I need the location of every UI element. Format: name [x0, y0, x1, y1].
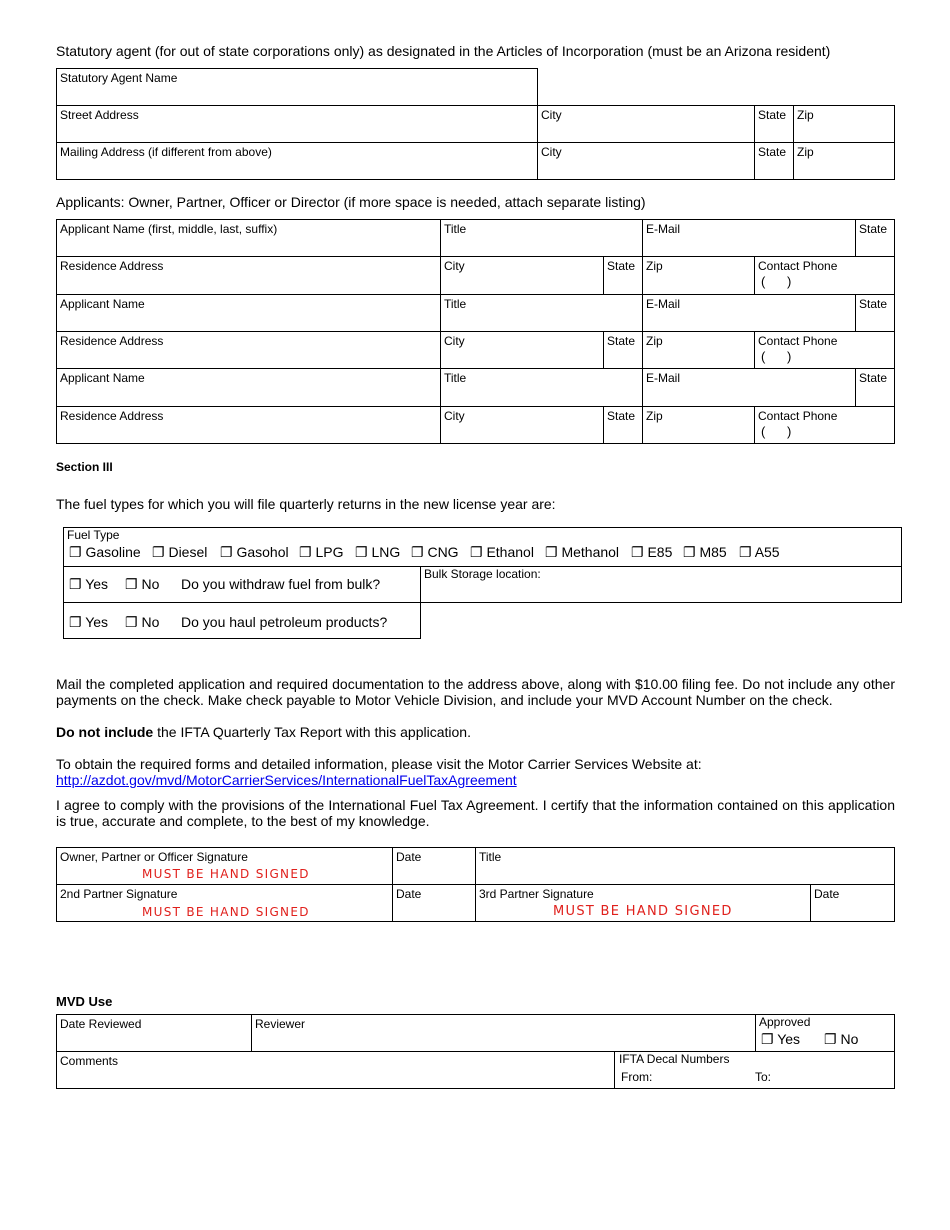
- fuel-option-label: LPG: [315, 544, 344, 560]
- statutory-mailing-state-field[interactable]: [754, 142, 794, 180]
- applicant-2-name-field[interactable]: [56, 294, 441, 332]
- partner-3-signature-field[interactable]: [475, 884, 811, 922]
- applicant-2-res-state-field[interactable]: [603, 331, 643, 369]
- applicant-2-title-field[interactable]: [440, 294, 643, 332]
- fuel-option-label: A55: [754, 544, 780, 560]
- applicant-3-title-label: Title: [444, 371, 467, 385]
- applicant-2-zip-field[interactable]: [642, 331, 755, 369]
- checkbox-icon[interactable]: ❐: [761, 1031, 774, 1047]
- fuel-intro: The fuel types for which you will file quarterly returns in the new license year are:: [56, 496, 556, 512]
- applicant-2-residence-field[interactable]: [56, 331, 441, 369]
- owner-title-field[interactable]: [475, 847, 895, 885]
- partner-3-date-field[interactable]: [810, 884, 895, 922]
- applicant-1-phone-field[interactable]: [754, 256, 895, 295]
- checkbox-icon[interactable]: ❐: [152, 544, 165, 560]
- fuel-option-gasoline[interactable]: [69, 544, 141, 560]
- haul-yes-option[interactable]: [69, 614, 108, 630]
- applicant-2-email-field[interactable]: [642, 294, 856, 332]
- do-not-include-note: [56, 724, 471, 740]
- fuel-option-a55[interactable]: [739, 544, 780, 560]
- applicant-2-phone-field[interactable]: [754, 331, 895, 369]
- owner-signature-label: Owner, Partner or Officer Signature: [60, 850, 248, 864]
- applicant-1-title-label: Title: [444, 222, 467, 236]
- applicant-3-state-field[interactable]: [855, 368, 895, 407]
- applicant-2-phone-label: Contact Phone: [758, 334, 838, 348]
- applicant-1-name-label: Applicant Name (first, middle, last, suffix): [60, 222, 278, 236]
- checkbox-icon[interactable]: ❐: [220, 544, 233, 560]
- applicant-3-title-field[interactable]: [440, 368, 643, 407]
- applicant-1-city-field[interactable]: [440, 256, 604, 295]
- applicant-2-email-label: E-Mail: [646, 297, 681, 311]
- applicant-2-phone-paren: ( ): [761, 349, 792, 364]
- applicant-2-city-label: City: [444, 334, 465, 348]
- checkbox-icon[interactable]: ❐: [411, 544, 424, 560]
- decal-from-label: From:: [621, 1070, 653, 1084]
- applicant-3-residence-label: Residence Address: [60, 409, 164, 423]
- owner-signature-field[interactable]: [56, 847, 393, 885]
- no-label: No: [141, 576, 160, 592]
- applicant-2-city-field[interactable]: [440, 331, 604, 369]
- partner-3-date-label: Date: [814, 887, 840, 901]
- fuel-option-cng[interactable]: [411, 544, 459, 560]
- checkbox-icon[interactable]: ❐: [683, 544, 696, 560]
- applicant-3-city-field[interactable]: [440, 406, 604, 444]
- statutory-agent-name-label: Statutory Agent Name: [60, 71, 178, 85]
- do-not-include-rest: the IFTA Quarterly Tax Report with this application.: [153, 724, 471, 740]
- applicant-3-zip-field[interactable]: [642, 406, 755, 444]
- applicant-2-res-state-label: State: [607, 334, 636, 348]
- statutory-mailing-zip-field[interactable]: [793, 142, 895, 180]
- fuel-option-label: Gasoline: [85, 544, 141, 560]
- applicant-1-name-field[interactable]: [56, 219, 441, 257]
- applicant-3-city-label: City: [444, 409, 465, 423]
- applicant-1-zip-field[interactable]: [642, 256, 755, 295]
- statutory-street-label: Street Address: [60, 108, 139, 122]
- fuel-option-label: LNG: [371, 544, 401, 560]
- fuel-option-gasohol[interactable]: [220, 544, 289, 560]
- comments-label: Comments: [60, 1054, 119, 1068]
- owner-title-label: Title: [479, 850, 502, 864]
- checkbox-icon[interactable]: ❐: [69, 614, 82, 630]
- statutory-mailing-zip-label: Zip: [797, 145, 814, 159]
- checkbox-icon[interactable]: ❐: [125, 614, 138, 630]
- applicant-3-name-label: Applicant Name: [60, 371, 145, 385]
- partner-2-date-field[interactable]: [392, 884, 476, 922]
- applicant-2-residence-label: Residence Address: [60, 334, 164, 348]
- partner-3-signature-label: 3rd Partner Signature: [479, 887, 594, 901]
- partner-2-hand-signed-stamp: MUST BE HAND SIGNED: [142, 905, 310, 919]
- fuel-option-diesel[interactable]: [152, 544, 207, 560]
- applicant-1-email-label: E-Mail: [646, 222, 681, 236]
- bulk-no-option[interactable]: [125, 576, 159, 592]
- fuel-option-e85[interactable]: [631, 544, 672, 560]
- statutory-state-label: State: [758, 108, 787, 122]
- fuel-option-label: M85: [699, 544, 727, 560]
- applicant-1-title-field[interactable]: [440, 219, 643, 257]
- statutory-mailing-city-field[interactable]: [537, 142, 755, 180]
- fuel-option-lpg[interactable]: [299, 544, 343, 560]
- fuel-type-label: Fuel Type: [67, 528, 120, 542]
- ifta-decal-field[interactable]: [614, 1051, 895, 1089]
- applicant-1-phone-paren: ( ): [761, 274, 792, 289]
- fuel-option-label: Diesel: [168, 544, 208, 560]
- decal-to-label: To:: [755, 1070, 772, 1084]
- applicant-3-zip-label: Zip: [646, 409, 663, 423]
- applicant-3-phone-label: Contact Phone: [758, 409, 838, 423]
- statutory-heading: Statutory agent (for out of state corporations only) as designated in the Articles of Incorporation (must be an Arizona resident): [56, 43, 831, 59]
- applicant-2-state-field[interactable]: [855, 294, 895, 332]
- mcs-website-link[interactable]: http://azdot.gov/mvd/MotorCarrierServices/InternationalFuelTaxAgreement: [56, 772, 517, 788]
- haul-question-text: Do you haul petroleum products?: [181, 614, 388, 630]
- applicant-3-email-label: E-Mail: [646, 371, 681, 385]
- checkbox-icon[interactable]: ❐: [470, 544, 483, 560]
- mail-instructions: Mail the completed application and required documentation to the address above, along with $10.00 filing fee. Do not include any other payments on the check. Make check payable to Motor Vehicle Division, and include your MVD Account Number on the check.: [56, 676, 895, 708]
- section-3-title: Section III: [56, 460, 113, 474]
- statutory-mailing-field[interactable]: [56, 142, 538, 180]
- applicant-2-name-label: Applicant Name: [60, 297, 145, 311]
- fuel-option-ethanol[interactable]: [470, 544, 534, 560]
- applicant-1-res-state-field[interactable]: [603, 256, 643, 295]
- ifta-decal-label: IFTA Decal Numbers: [619, 1052, 730, 1066]
- fuel-option-label: Gasohol: [236, 544, 289, 560]
- statutory-mailing-state-label: State: [758, 145, 787, 159]
- applicant-3-res-state-field[interactable]: [603, 406, 643, 444]
- applicants-heading: Applicants: Owner, Partner, Officer or Director (if more space is needed, attach separate listing): [56, 194, 646, 210]
- statutory-city-label: City: [541, 108, 562, 122]
- checkbox-icon[interactable]: ❐: [739, 544, 752, 560]
- no-label: No: [840, 1031, 859, 1047]
- applicant-2-state-label: State: [859, 297, 888, 311]
- do-not-include-bold: Do not include: [56, 724, 154, 740]
- checkbox-icon[interactable]: ❐: [125, 576, 138, 592]
- statutory-zip-label: Zip: [797, 108, 814, 122]
- approved-no-option[interactable]: [824, 1031, 858, 1047]
- approved-yes-option[interactable]: [761, 1031, 800, 1047]
- statutory-city-field[interactable]: [537, 105, 755, 143]
- owner-hand-signed-stamp: MUST BE HAND SIGNED: [142, 867, 310, 881]
- applicant-2-title-label: Title: [444, 297, 467, 311]
- checkbox-icon[interactable]: ❐: [69, 544, 82, 560]
- checkbox-icon[interactable]: ❐: [545, 544, 558, 560]
- mvd-use-heading: MVD Use: [56, 994, 113, 1009]
- applicant-3-phone-paren: ( ): [761, 424, 792, 439]
- applicant-2-zip-label: Zip: [646, 334, 663, 348]
- partner-3-hand-signed-stamp: MUST BE HAND SIGNED: [553, 904, 733, 919]
- checkbox-icon[interactable]: ❐: [824, 1031, 837, 1047]
- applicant-1-residence-label: Residence Address: [60, 259, 164, 273]
- applicant-1-res-state-label: State: [607, 259, 636, 273]
- bulk-storage-location-field[interactable]: [420, 566, 902, 603]
- fuel-option-methanol[interactable]: [545, 544, 619, 560]
- applicant-1-state-field[interactable]: [855, 219, 895, 257]
- partner-2-date-label: Date: [396, 887, 422, 901]
- checkbox-icon[interactable]: ❐: [299, 544, 312, 560]
- fuel-option-label: Ethanol: [486, 544, 534, 560]
- applicant-1-zip-label: Zip: [646, 259, 663, 273]
- bulk-yes-option[interactable]: [69, 576, 108, 592]
- bulk-question-text: Do you withdraw fuel from bulk?: [181, 576, 381, 592]
- statutory-mailing-label: Mailing Address (if different from above): [60, 145, 272, 159]
- applicant-3-state-label: State: [859, 371, 888, 385]
- checkbox-icon[interactable]: ❐: [355, 544, 368, 560]
- applicant-3-phone-field[interactable]: [754, 406, 895, 444]
- checkbox-icon[interactable]: ❐: [631, 544, 644, 560]
- statutory-agent-name-field[interactable]: [56, 68, 538, 106]
- partner-2-signature-field[interactable]: [56, 884, 393, 922]
- applicant-3-res-state-label: State: [607, 409, 636, 423]
- no-label: No: [141, 614, 160, 630]
- yes-label: Yes: [85, 576, 109, 592]
- fuel-option-m85[interactable]: [683, 544, 727, 560]
- approved-label: Approved: [759, 1015, 811, 1029]
- applicant-1-residence-field[interactable]: [56, 256, 441, 295]
- statutory-street-field[interactable]: [56, 105, 538, 143]
- fuel-option-label: E85: [647, 544, 673, 560]
- owner-date-field[interactable]: [392, 847, 476, 885]
- yes-label: Yes: [777, 1031, 801, 1047]
- statutory-zip-field[interactable]: [793, 105, 895, 143]
- statutory-mailing-city-label: City: [541, 145, 562, 159]
- applicant-1-email-field[interactable]: [642, 219, 856, 257]
- fuel-option-label: CNG: [427, 544, 459, 560]
- applicant-3-name-field[interactable]: [56, 368, 441, 407]
- obtain-forms-text: To obtain the required forms and detailed information, please visit the Motor Carrier Services Website at:: [56, 756, 702, 772]
- applicant-1-city-label: City: [444, 259, 465, 273]
- fuel-option-label: Methanol: [561, 544, 620, 560]
- yes-label: Yes: [85, 614, 109, 630]
- applicant-3-email-field[interactable]: [642, 368, 856, 407]
- reviewer-label: Reviewer: [255, 1017, 306, 1031]
- fuel-option-lng[interactable]: [355, 544, 400, 560]
- reviewer-field[interactable]: [251, 1014, 756, 1052]
- applicant-1-phone-label: Contact Phone: [758, 259, 838, 273]
- applicant-3-residence-field[interactable]: [56, 406, 441, 444]
- statutory-state-field[interactable]: [754, 105, 794, 143]
- partner-2-signature-label: 2nd Partner Signature: [60, 887, 178, 901]
- date-reviewed-field[interactable]: [56, 1014, 252, 1052]
- comments-field[interactable]: [56, 1051, 615, 1089]
- date-reviewed-label: Date Reviewed: [60, 1017, 142, 1031]
- checkbox-icon[interactable]: ❐: [69, 576, 82, 592]
- owner-date-label: Date: [396, 850, 422, 864]
- agreement-text: I agree to comply with the provisions of the International Fuel Tax Agreement. I certify that the information contained on this application is true, accurate and complete, to the best of my knowledge.: [56, 797, 895, 829]
- applicant-1-state-label: State: [859, 222, 888, 236]
- bulk-storage-location-label: Bulk Storage location:: [424, 567, 541, 581]
- haul-no-option[interactable]: [125, 614, 159, 630]
